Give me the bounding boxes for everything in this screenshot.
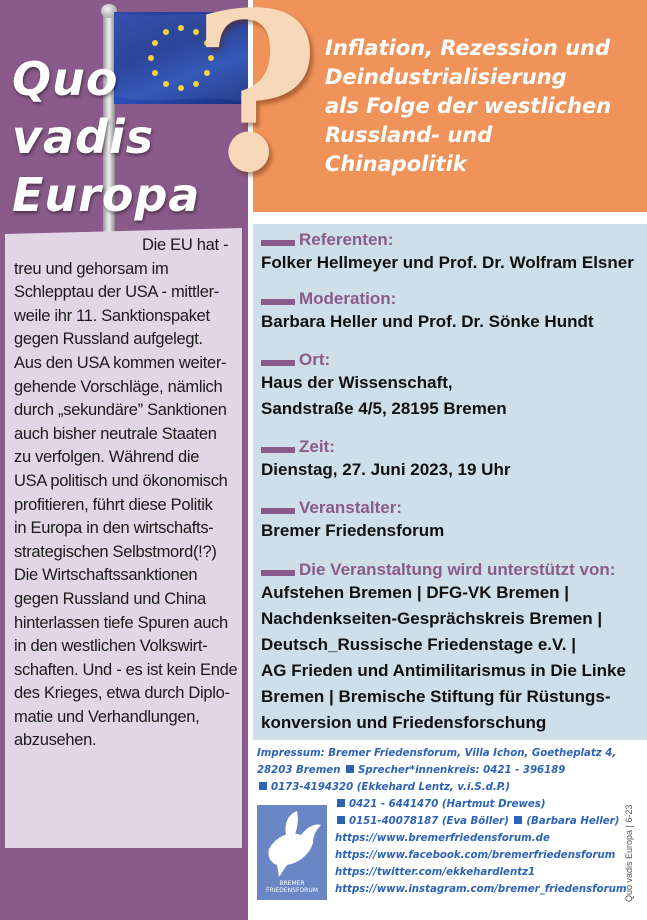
unterstuetzer-section: [261, 560, 626, 736]
event-title: [325, 34, 643, 179]
impressum-line: 28203 Bremen Sprecher*innenkreis: 0421 - 396189: [257, 765, 566, 776]
intro-line: durch „sekundäre” Sanktionen: [14, 401, 227, 420]
label-bar: [261, 508, 295, 514]
quo-vadis-title: [12, 50, 212, 224]
square-bullet-icon: [259, 782, 267, 790]
intro-line: zu verfolgen. Während die: [14, 448, 200, 467]
label-bar: [261, 299, 295, 305]
event-title-line: als Folge der westlichen: [325, 94, 612, 118]
zeit-value: Dienstag, 27. Juni 2023, 19 Uhr: [261, 460, 511, 479]
twitter-link[interactable]: https://twitter.com/ekkehardlentz1: [335, 867, 536, 878]
impressum-line: 0151-40078187 (Eva Böller) (Barbara Heller): [257, 813, 627, 830]
moderation-value: Barbara Heller und Prof. Dr. Sönke Hundt: [261, 312, 594, 331]
veranstalter-section: [261, 498, 444, 544]
moderation-section: [261, 289, 594, 335]
logo-caption: BREMER FRIEDENSFORUM: [266, 880, 318, 894]
referenten-section: [261, 230, 634, 276]
intro-line: Aus den USA kommen weiter-: [14, 353, 227, 372]
label-bar: [261, 240, 295, 246]
website-link[interactable]: https://www.bremerfriedensforum.de: [335, 833, 550, 844]
intro-line: hinterlassen tiefe Spuren auch: [14, 613, 228, 632]
intro-line: schaften. Und - es ist kein Ende: [14, 660, 238, 679]
facebook-link[interactable]: https://www.facebook.com/bremerfriedensforum: [335, 850, 616, 861]
intro-line: matie und Verhandlungen,: [14, 707, 200, 726]
veranstalter-value: Bremer Friedensforum: [261, 521, 445, 540]
intro-line: Die Wirtschaftssanktionen: [14, 566, 198, 585]
ort-section: [261, 350, 507, 422]
intro-line: profitieren, führt diese Politik: [14, 495, 213, 514]
title-word-quo: Quo: [12, 52, 119, 106]
referenten-label: Referenten:: [261, 230, 634, 250]
label-bar: [261, 570, 295, 576]
event-title-line: Russland- und: [325, 123, 493, 147]
square-bullet-icon: [337, 816, 345, 824]
intro-line: auch bisher neutrale Staaten: [14, 424, 217, 443]
intro-line: gehende Vorschläge, nämlich: [14, 377, 223, 396]
title-word-europa: Europa: [12, 168, 201, 222]
intro-line: in Europa in den wirtschafts-: [14, 519, 214, 538]
unterstuetzer-line: konversion und Friedensforschung: [261, 713, 547, 732]
intro-line: gegen Russland aufgelegt.: [14, 330, 203, 349]
square-bullet-icon: [337, 799, 345, 807]
unterstuetzer-line: Aufstehen Bremen | DFG-VK Bremen |: [261, 583, 570, 602]
veranstalter-label: Veranstalter:: [261, 498, 444, 518]
intro-line: des Krieges, etwa durch Diplo-: [14, 684, 230, 703]
intro-line: weile ihr 11. Sanktionspaket: [14, 306, 210, 325]
ort-value-line: Haus der Wissenschaft,: [261, 373, 453, 392]
zeit-section: [261, 437, 510, 483]
intro-line: abzusehen.: [14, 731, 97, 750]
intro-line: in den westlichen Volkswirt-: [14, 637, 208, 656]
intro-text: [14, 234, 239, 753]
impressum-line: 0421 - 6441470 (Hartmut Drewes): [257, 796, 627, 813]
zeit-label: Zeit:: [261, 437, 510, 457]
referenten-value: Folker Hellmeyer und Prof. Dr. Wolfram Elsner: [261, 253, 634, 272]
instagram-link[interactable]: https://www.instagram.com/bremer_friedensforum: [335, 884, 627, 895]
ort-value-line: Sandstraße 4/5, 28195 Bremen: [261, 399, 507, 418]
title-word-vadis: vadis: [12, 110, 155, 164]
event-title-line: Chinapolitik: [325, 152, 467, 176]
intro-line: Die EU hat -: [142, 236, 229, 254]
ort-label: Ort:: [261, 350, 507, 370]
side-note: Quo vadis Europa | 6-23: [624, 804, 634, 902]
label-bar: [261, 447, 295, 453]
unterstuetzer-line: AG Frieden und Antimilitarismus in Die Linke: [261, 661, 626, 680]
event-title-line: Deindustrialisierung: [325, 65, 567, 89]
impressum-address: Impressum: Bremer Friedensforum, Villa Ichon, Goetheplatz 4,: [257, 748, 617, 759]
square-bullet-icon: [346, 765, 354, 773]
intro-line: Schlepptau der USA - mittler-: [14, 283, 219, 302]
unterstuetzer-line: Deutsch_Russische Friedenstage e.V. |: [261, 635, 576, 654]
impressum-line: 0173-4194320 (Ekkehard Lentz, v.i.S.d.P.): [257, 779, 627, 796]
event-title-line: Inflation, Rezession und: [325, 36, 611, 60]
intro-line: USA politisch und ökonomisch: [14, 471, 228, 490]
unterstuetzer-line: Bremen | Bremische Stiftung für Rüstungs-: [261, 687, 611, 706]
question-mark-graphic: ?: [192, 0, 320, 221]
intro-line: gegen Russland und China: [14, 589, 206, 608]
intro-line: treu und gehorsam im: [14, 259, 169, 278]
moderation-label: Moderation:: [261, 289, 594, 309]
intro-line: strategischen Selbstmord(!?): [14, 542, 217, 561]
square-bullet-icon: [514, 816, 522, 824]
unterstuetzer-line: Nachdenkseiten-Gesprächskreis Bremen |: [261, 609, 603, 628]
label-bar: [261, 360, 295, 366]
unterstuetzer-label: Die Veranstaltung wird unterstützt von:: [261, 560, 626, 580]
